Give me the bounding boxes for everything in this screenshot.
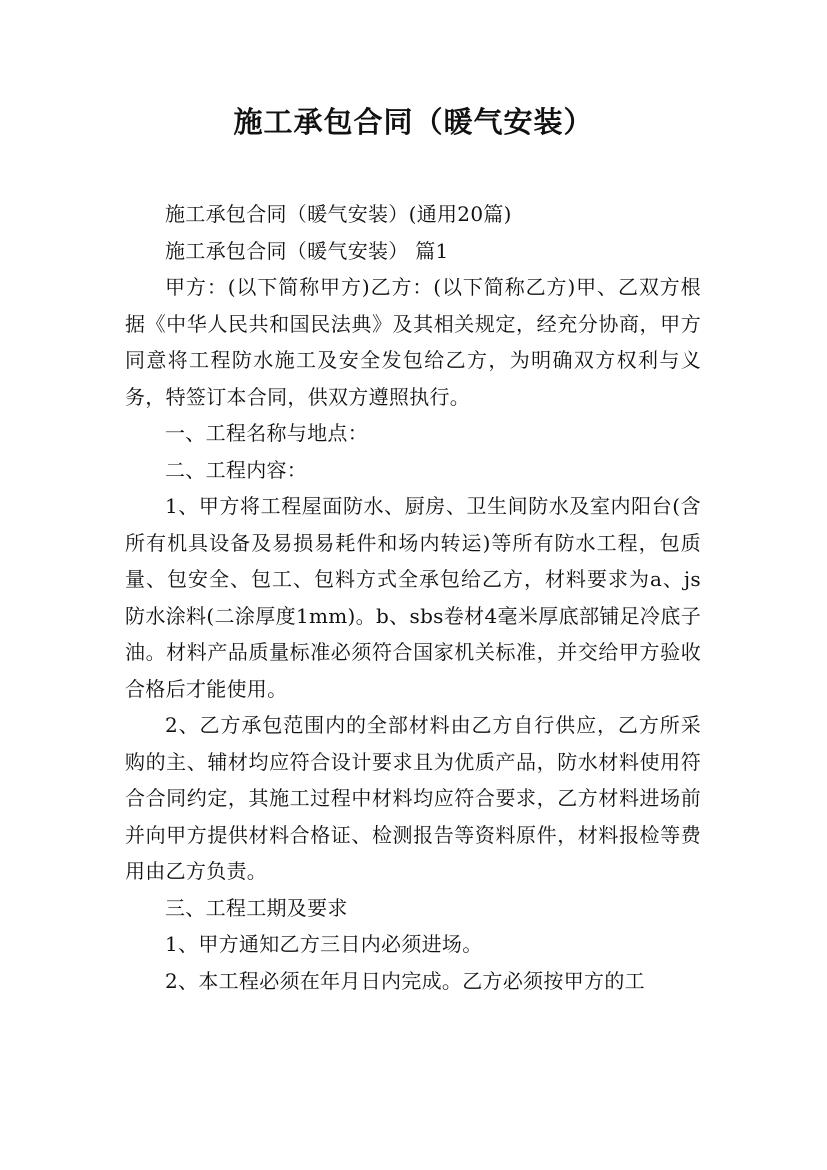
clause-paragraph: 1、甲方通知乙方三日内必须进场。 [165,932,483,956]
clause-paragraph: 2、乙方承包范围内的全部材料由乙方自行供应，乙方所采购的主、辅材均应符合设计要求且为优质产品，防水材料使用符合合同约定，其施工过程中材料均应符合要求，乙方材料进场前并向甲方提供材料合格证、检测报告等资料原件，材料报检等费用由乙方负责。 [125,713,701,883]
subtitle-paragraph: 施工承包合同（暖气安装）(通用20篇) [165,202,512,226]
clause-heading-paragraph: 三、工程工期及要求 [165,895,348,920]
document-title: 施工承包合同（暖气安装） [233,105,594,139]
intro-paragraph: 甲方：(以下简称甲方)乙方：(以下简称乙方)甲、乙双方根据《中华人民共和国民法典》及其相关规定，经充分协商，甲方同意将工程防水施工及安全发包给乙方，为明确双方权利与义务，特签订本合同，供双方遵照执行。 [125,275,701,409]
clause-paragraph: 1、甲方将工程屋面防水、厨房、卫生间防水及室内阳台(含所有机具设备及易损易耗件和场内转运)等所有防水工程，包质量、包安全、包工、包料方式全承包给乙方，材料要求为a、js防水涂料(二涂厚度1mm)。b、sbs卷材4毫米厚底部铺足冷底子油。材料产品质量标准必须符合国家机关标准，并交给甲方验收合格后才能使用。 [125,494,701,701]
document-body [125,196,701,999]
clause-paragraph: 2、本工程必须在年月日内完成。乙方必须按甲方的工 [165,968,645,993]
clause-heading-paragraph: 一、工程名称与地点： [165,421,368,445]
clause-heading-paragraph: 二、工程内容： [165,457,308,482]
section-heading-paragraph: 施工承包合同（暖气安装） 篇1 [165,238,449,263]
